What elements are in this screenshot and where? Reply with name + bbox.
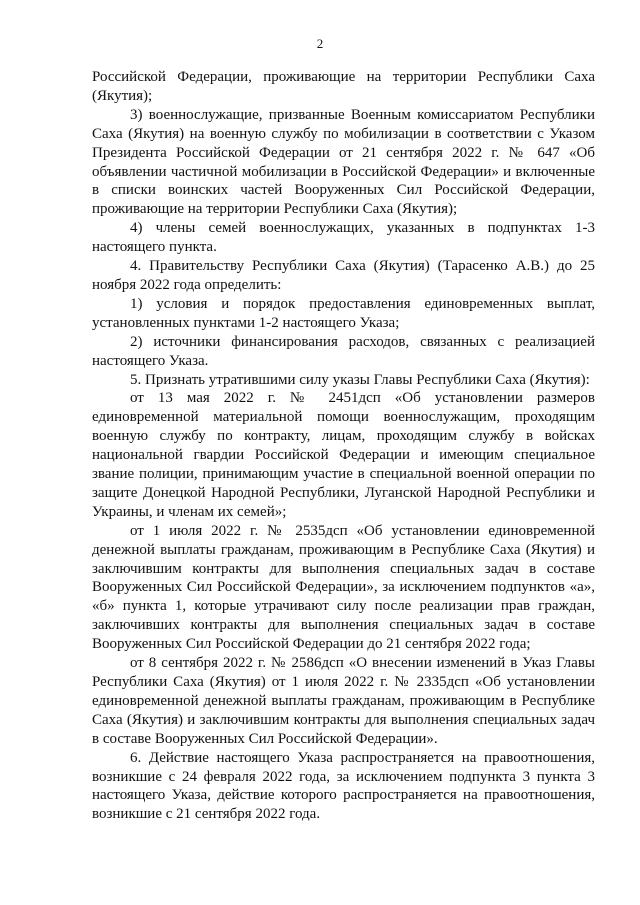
document-body [92,68,595,824]
paragraph-item-5: 5. Признать утратившими силу указы Главы Республики Саха (Якутия): [130,371,590,388]
paragraph-decree-2586: от 8 сентября 2022 г. № 2586дсп «О внесении изменений в Указ Главы Республики Саха (Якутия) от 1 июля 2022 г. № 2335дсп «Об установлении единовременной денежной выплаты гражданам, проживающим в Республике Саха (Якутия) и заключившим контракты для выполнения специальных задач в составе Вооруженных Сил Российской Федерации». [92,655,595,747]
paragraph-continuation: Российской Федерации, проживающие на территории Республики Саха (Якутия); [92,69,595,104]
paragraph-decree-2535: от 1 июля 2022 г. № 2535дсп «Об установлении единовременной денежной выплаты гражданам, проживающим в Республике Саха (Якутия) и заключившим контракты для выполнения специальных задач в составе Вооруженных Сил Российской Федерации», за исключением подпунктов «а», «б» пункта 1, которые утрачивают силу после реализации прав граждан, заключивших контракты для выполнения специальных задач в составе Вооруженных Сил Российской Федерации до 21 сентября 2022 года; [92,522,595,653]
paragraph-item-4: 4. Правительству Республики Саха (Якутия) (Тарасенко А.В.) до 25 ноября 2022 года определить: [92,258,595,293]
page-number: 2 [316,36,324,51]
paragraph-item-6: 6. Действие настоящего Указа распространяется на правоотношения, возникшие с 24 февраля 2022 года, за исключением подпункта 3 пункта 3 настоящего Указа, действие которого распространяется на правоотношения, возникшие с 21 сентября 2022 года. [92,749,595,823]
paragraph-subitem-3: 3) военнослужащие, призванные Военным комиссариатом Республики Саха (Якутия) на военную службу по мобилизации в соответствии с Указом Президента Российской Федерации от 21 сентября 2022 г. № 647 «Об объявлении частичной мобилизации в Российской Федерации» и включенные в списки воинских частей Вооруженных Сил Российской Федерации, проживающие на территории Республики Саха (Якутия); [92,106,595,218]
paragraph-item-4-sub-1: 1) условия и порядок предоставления единовременных выплат, установленных пунктами 1-2 настоящего Указа; [92,295,595,331]
paragraph-item-4-sub-2: 2) источники финансирования расходов, связанных с реализацией настоящего Указа. [92,333,595,369]
paragraph-subitem-4: 4) члены семей военнослужащих, указанных в подпунктах 1-3 настоящего пункта. [92,220,595,256]
paragraph-decree-2451: от 13 мая 2022 г. № 2451дсп «Об установлении размеров единовременной материальной помощи военнослужащим, проходящим военную службу по контракту, лицам, проходящим службу в войсках национальной гвардии Российской Федерации и имеющим специальное звание полиции, принимающим участие в специальной военной операции по защите Донецкой Народной Республики, Луганской Народной Республики и Украины, и членам их семей»; [92,390,595,520]
